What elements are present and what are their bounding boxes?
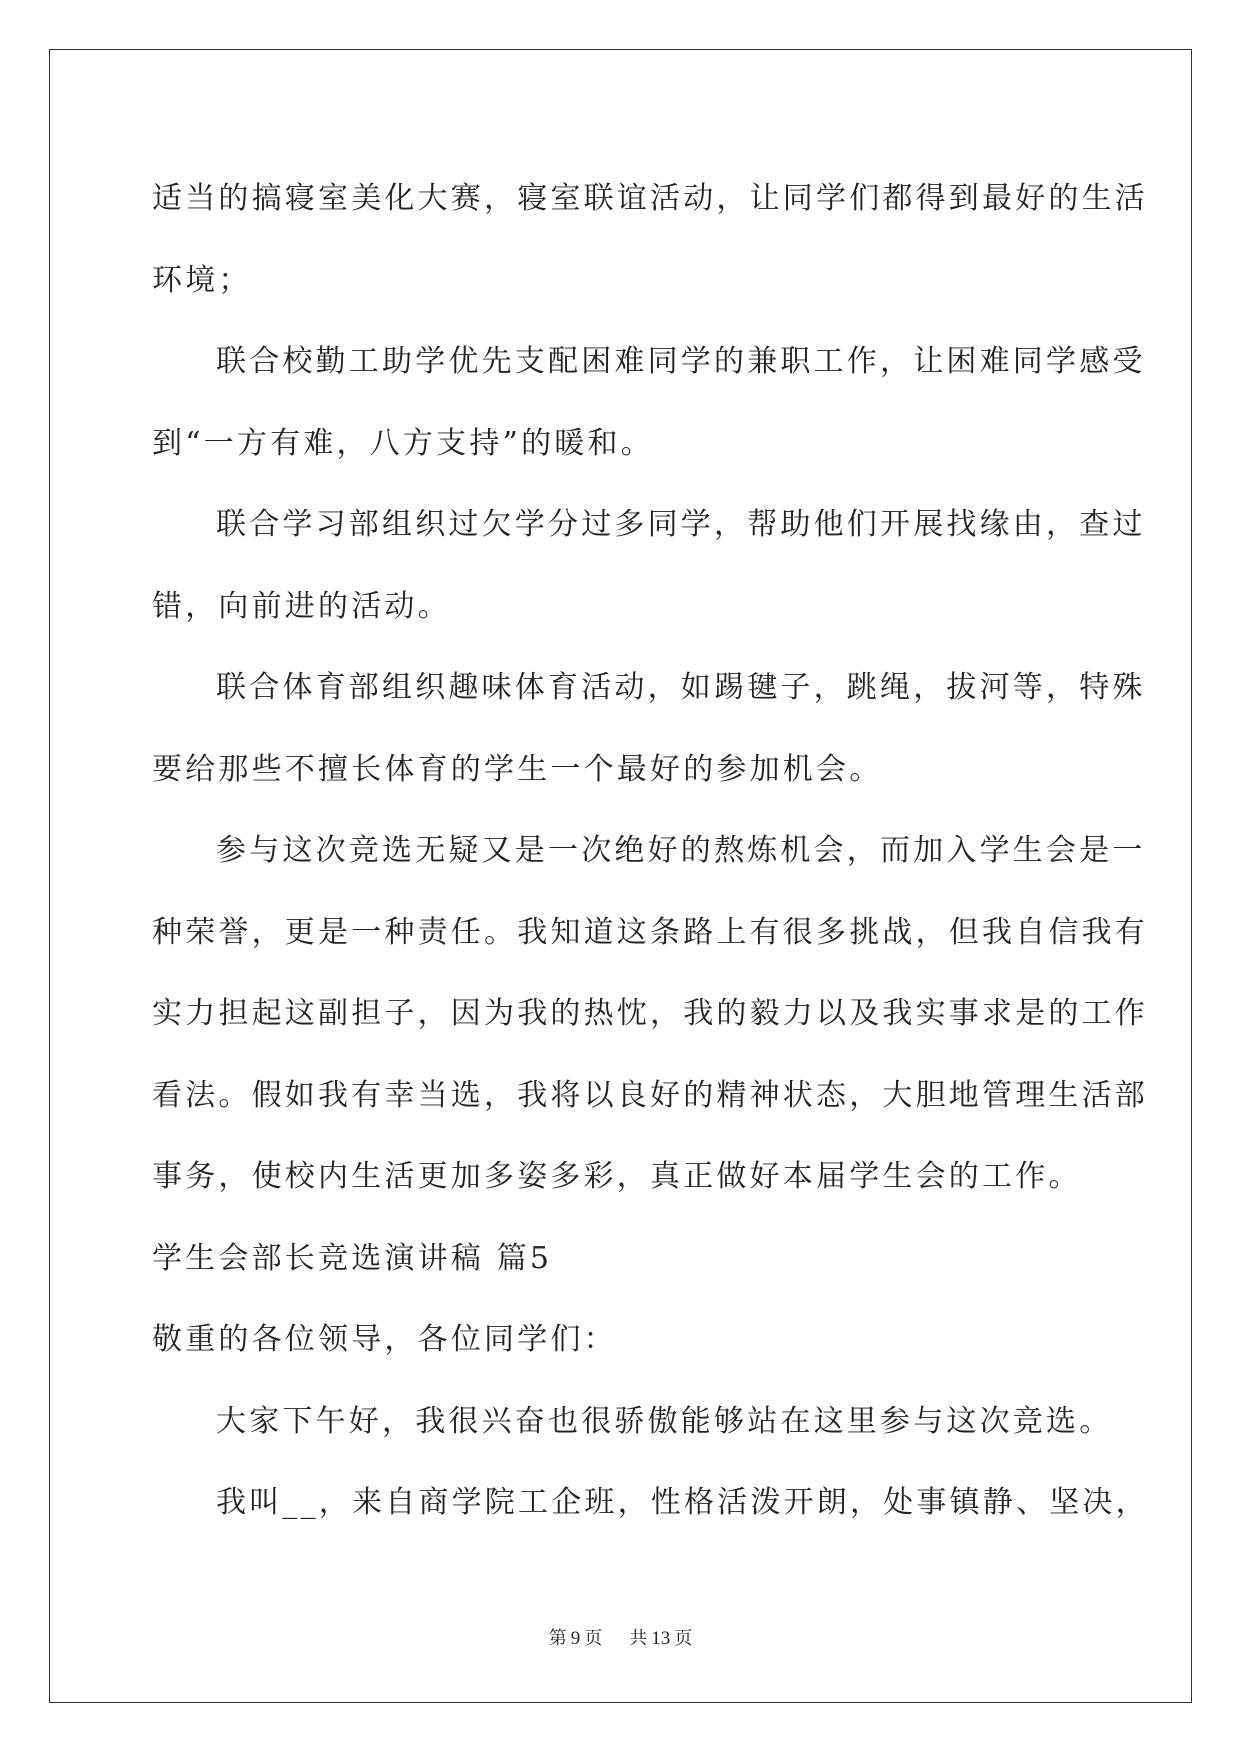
text-line: 环境； xyxy=(152,262,252,298)
section-heading: 学生会部长竞选演讲稿 篇5 xyxy=(152,1240,553,1276)
text-line: 错，向前进的活动。 xyxy=(152,588,451,624)
text-line: 要给那些不擅长体育的学生一个最好的参加机会。 xyxy=(152,751,883,787)
page-number: 9 xyxy=(570,1628,581,1649)
document-body xyxy=(152,158,1149,1544)
text-line: 到“一方有难，八方支持”的暖和。 xyxy=(152,425,654,461)
text-line: 参与这次竞选无疑又是一次绝好的熬炼机会，而加入学生会是一 xyxy=(216,833,1146,868)
total-suffix: 页 xyxy=(674,1628,693,1649)
text-line: 实力担起这副担子，因为我的热忱，我的毅力以及我实事求是的工作 xyxy=(152,996,1148,1031)
text-line: 联合学习部组织过欠学分过多同学，帮助他们开展找缘由，查过 xyxy=(216,507,1146,542)
text-line: 联合体育部组织趣味体育活动，如踢毽子，跳绳，拔河等，特殊 xyxy=(216,670,1146,705)
salutation: 敬重的各位领导，各位同学们： xyxy=(152,1322,617,1357)
text-line: 大家下午好，我很兴奋也很骄傲能够站在这里参与这次竞选。 xyxy=(216,1403,1113,1439)
page-footer xyxy=(0,1624,1241,1650)
text-line: 种荣誉，更是一种责任。我知道这条路上有很多挑战，但我自信我有 xyxy=(152,914,1148,950)
total-pages: 13 xyxy=(651,1628,671,1649)
text-line: 看法。假如我有幸当选，我将以良好的精神状态，大胆地管理生活部 xyxy=(152,1077,1148,1113)
page-suffix: 页 xyxy=(584,1628,603,1649)
text-line: 我叫__，来自商学院工企班，性格活泼开朗，处事镇静、坚决， xyxy=(216,1485,1149,1520)
text-line: 联合校勤工助学优先支配困难同学的兼职工作，让困难同学感受 xyxy=(216,344,1146,379)
total-prefix: 共 xyxy=(629,1628,648,1649)
page-prefix: 第 xyxy=(548,1628,567,1649)
text-line: 适当的搞寝室美化大赛，寝室联谊活动，让同学们都得到最好的生活 xyxy=(152,181,1148,216)
text-line: 事务，使校内生活更加多姿多彩，真正做好本届学生会的工作。 xyxy=(152,1159,1082,1194)
